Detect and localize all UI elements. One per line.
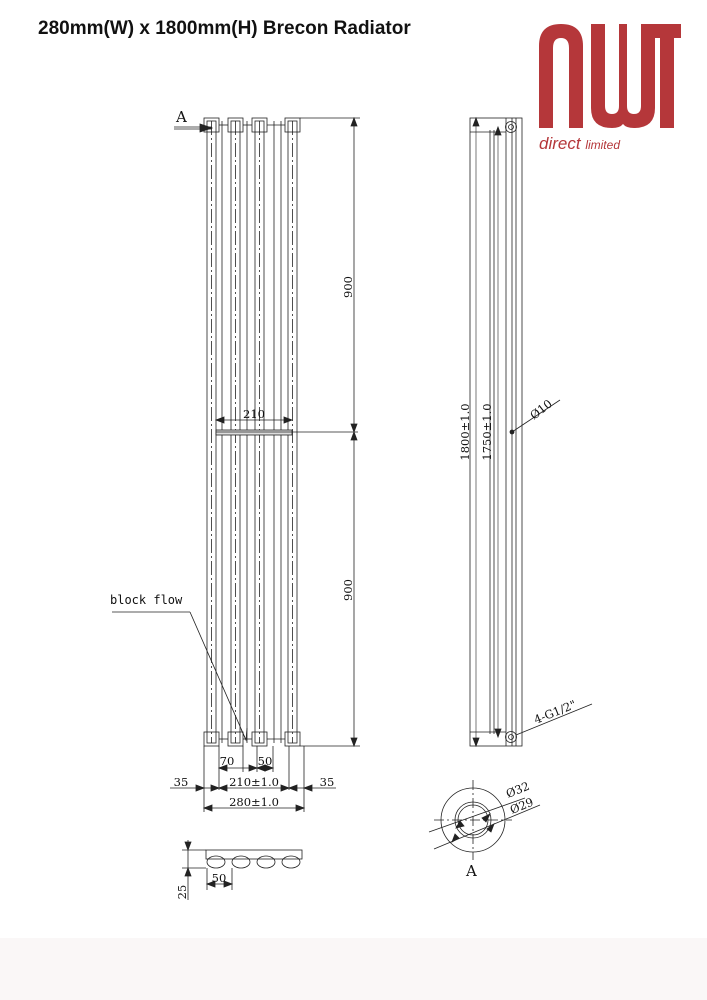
page-title: 280mm(W) x 1800mm(H) Brecon Radiator [38, 18, 411, 39]
block-flow-label: block flow [110, 593, 183, 607]
dim-spacing-right: 50 [257, 754, 273, 768]
section-marker: A [466, 862, 477, 880]
front-view [112, 118, 360, 812]
dim-overall-width: 280±1.0 [229, 795, 279, 809]
dim-inner-width: 210±1.0 [229, 775, 279, 789]
footer-band [0, 938, 707, 1000]
dim-tube-pitch: 50 [211, 871, 227, 885]
dim-right-offset: 35 [319, 775, 335, 789]
logo-brand: direct [539, 134, 581, 153]
dim-upper-height: 900 [341, 276, 355, 298]
dim-connections: 4-G1/2" [531, 697, 579, 727]
dim-depth: 25 [175, 884, 189, 900]
dim-left-offset: 35 [173, 775, 189, 789]
dim-height-centres: 1750±1.0 [480, 403, 494, 461]
dim-spacing-left: 70 [219, 754, 235, 768]
dim-height-total: 1800±1.0 [458, 403, 472, 461]
dim-bracket-dia: Ø10 [527, 396, 555, 423]
logo-suffix: limited [585, 138, 620, 152]
front-section-marker: A [176, 108, 187, 126]
dim-outer-dia: Ø32 [503, 778, 532, 801]
dim-bar-width: 210 [243, 407, 265, 421]
plan-view [182, 840, 302, 900]
dim-inner-dia: Ø29 [507, 794, 536, 817]
dim-lower-height: 900 [341, 579, 355, 601]
